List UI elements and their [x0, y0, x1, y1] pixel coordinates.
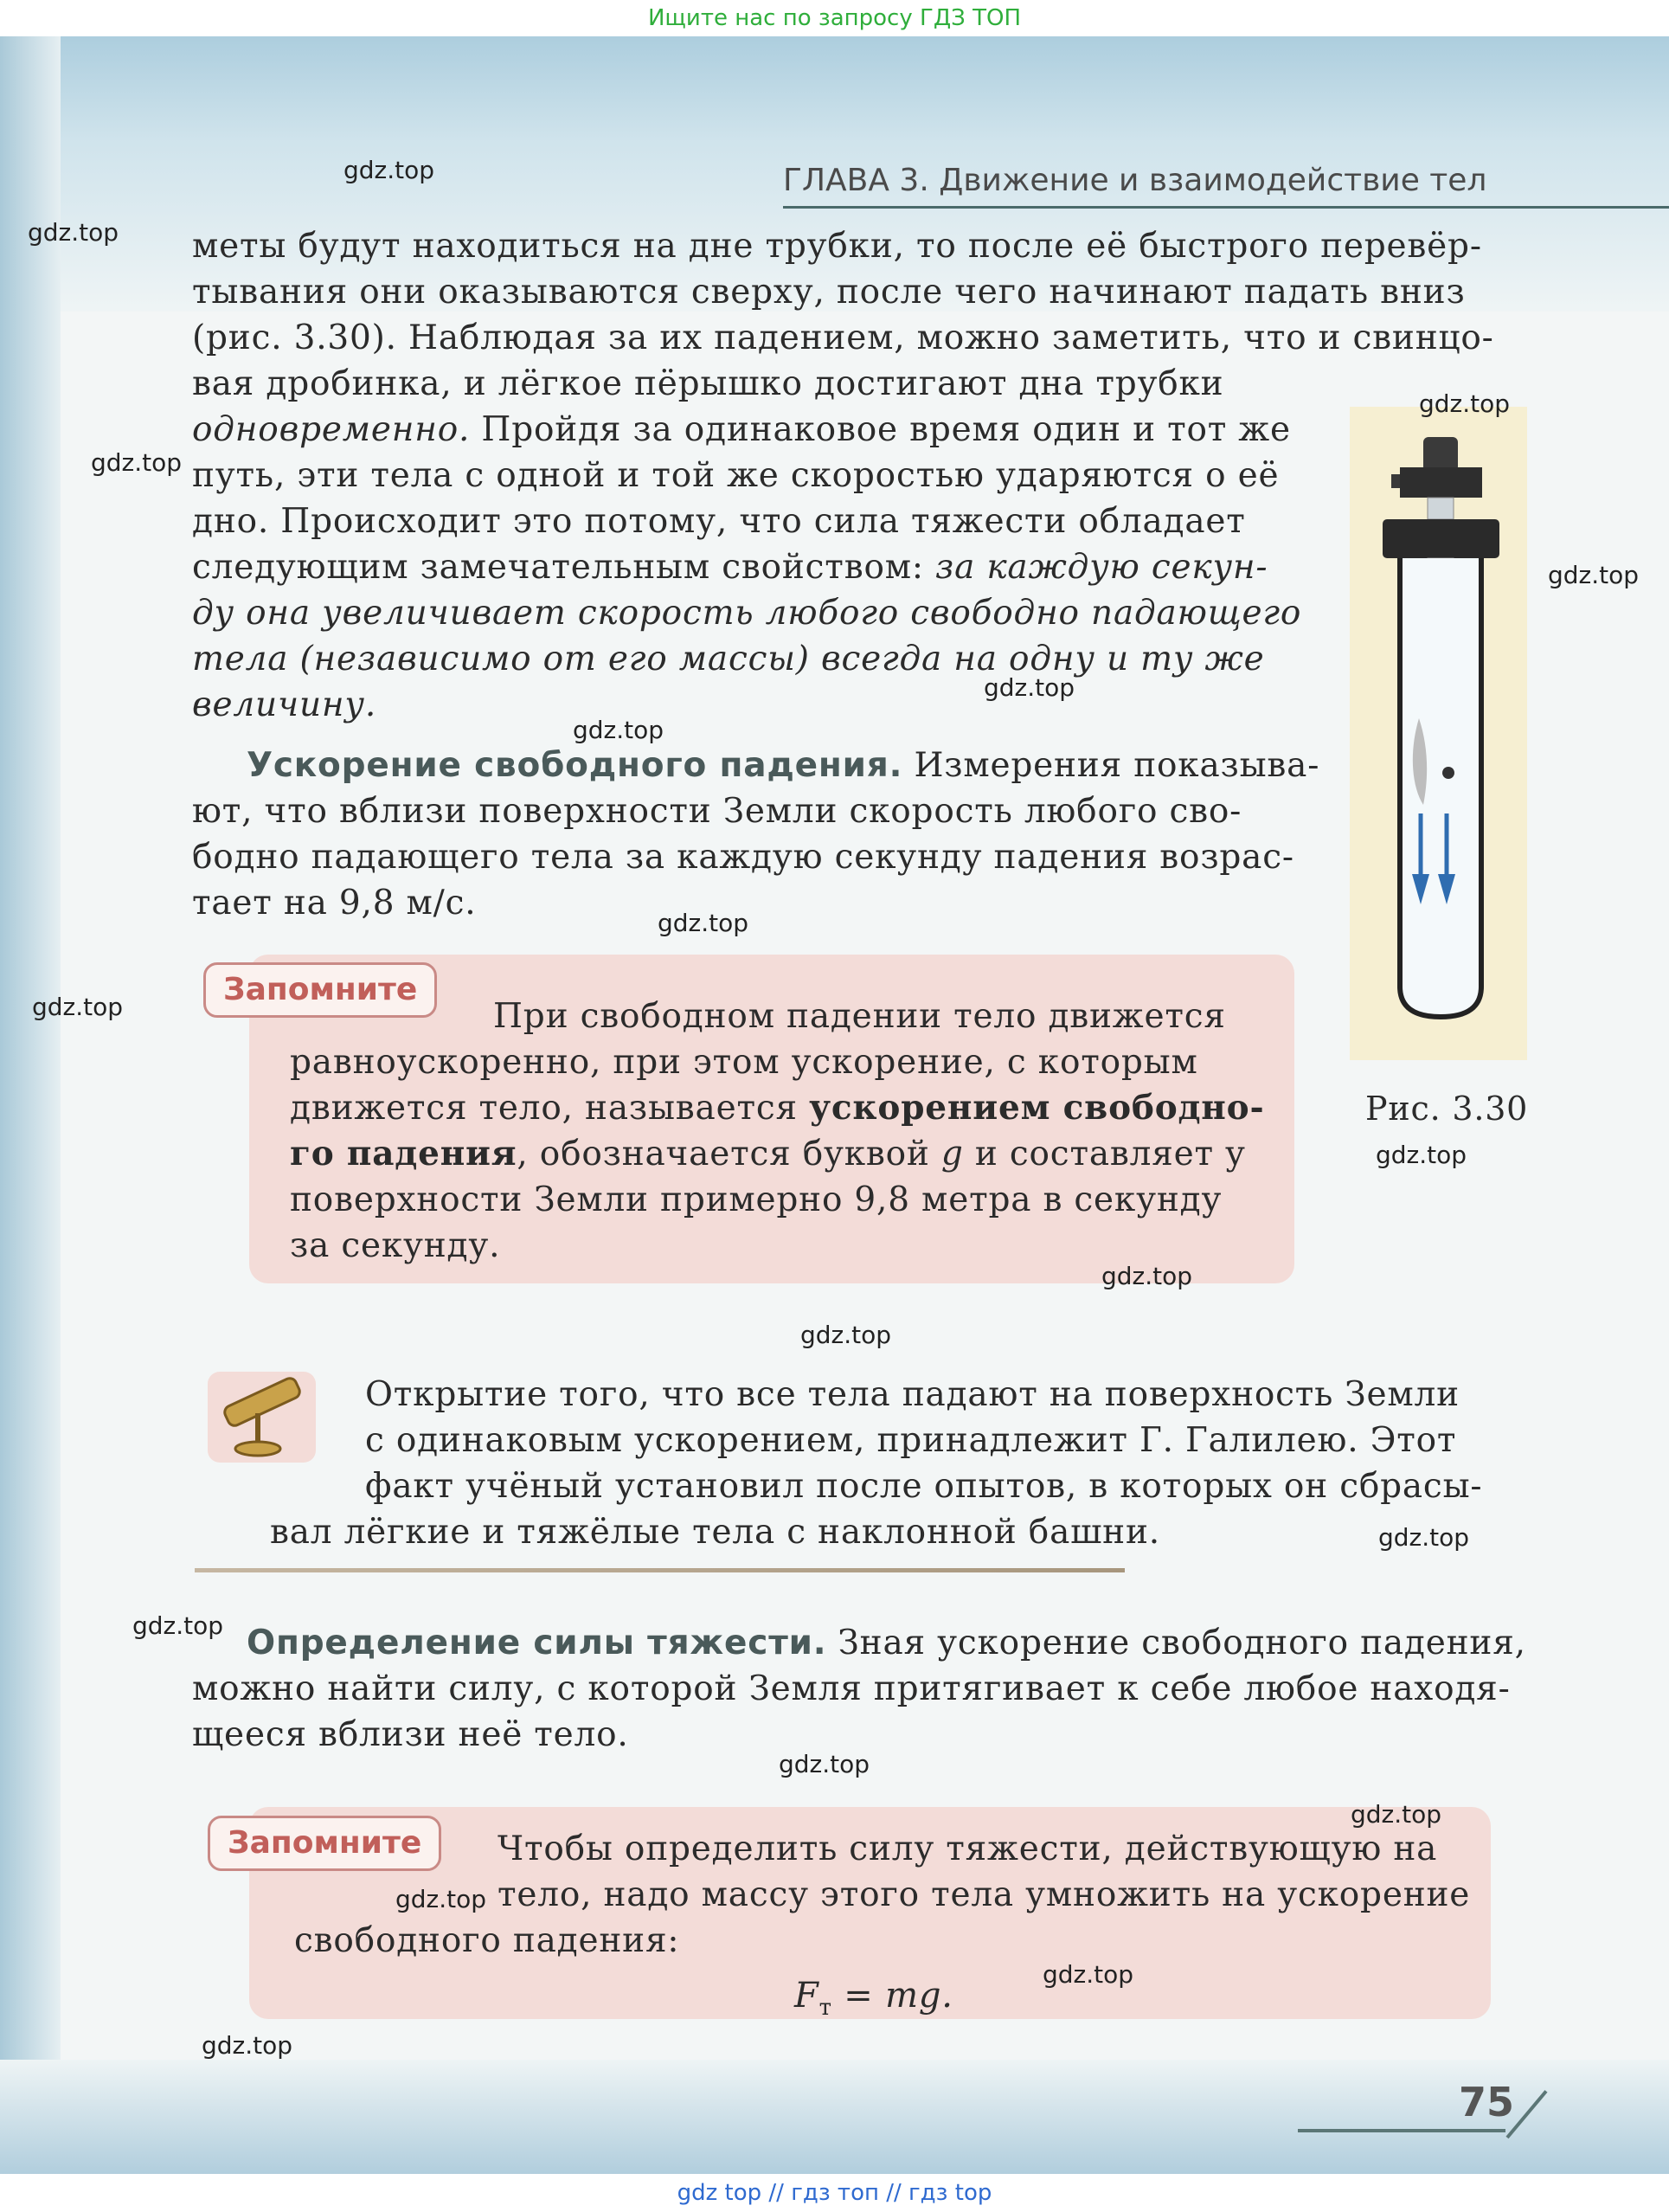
para1-line5-rest: Пройдя за одинаковое время один и тот же: [470, 410, 1291, 449]
tube-valve-cap: [1423, 437, 1458, 472]
remember1-line4-b: и составляет у: [963, 1135, 1246, 1174]
section1-heading: Ускорение свободного падения.: [247, 746, 903, 785]
watermark: gdz.top: [1419, 389, 1511, 418]
remember2-line3: свободного падения:: [294, 1921, 680, 1960]
watermark: gdz.top: [658, 909, 749, 937]
section2-line3: щееся вблизи неё тело.: [192, 1715, 629, 1754]
left-margin-background: [0, 26, 61, 2189]
section2-line1-rest: Зная ускорение свободного падения,: [826, 1624, 1526, 1662]
page-number: 75: [1458, 2079, 1514, 2125]
watermark: gdz.top: [395, 1885, 487, 1913]
glass-tube: [1400, 558, 1481, 1017]
section1-line1-rest: Измерения показыва-: [902, 746, 1320, 785]
tube-valve-stem: [1428, 498, 1454, 519]
section1-line4: тает на 9,8 м/с.: [192, 884, 477, 923]
watermark: gdz.top: [91, 448, 183, 477]
watermark: gdz.top: [1101, 1262, 1193, 1290]
term-free-fall-acceleration-end: го падения: [290, 1134, 517, 1174]
formula-rest: = mg.: [831, 1976, 953, 2016]
watermark: gdz.top: [800, 1321, 892, 1349]
remember1-line3-normal: движется тело, называется: [290, 1089, 810, 1128]
watermark: gdz.top: [1376, 1141, 1467, 1169]
history-line2: с одинаковым ускорением, принадлежит Г. Галилею. Этот: [365, 1421, 1457, 1460]
newton-tube-figure: [1376, 433, 1514, 1021]
watermark: gdz.top: [1043, 1960, 1134, 1989]
para1-line5: [192, 407, 1291, 453]
section1-line3: бодно падающего тела за каждую секунду падения возрас-: [192, 838, 1294, 877]
page-number-underline: [1298, 2129, 1505, 2132]
remember1-line6: за секунду.: [290, 1226, 501, 1265]
watermark: gdz.top: [1378, 1523, 1470, 1552]
para1-line1: меты будут находиться на дне трубки, то после её быстрого перевёр-: [192, 227, 1482, 266]
watermark: gdz.top: [984, 673, 1075, 702]
remember1-line4: [290, 1131, 1246, 1177]
remember2-line2: тело, надо массу этого тела умножить на ускорение: [497, 1875, 1471, 1914]
watermark: gdz.top: [779, 1750, 870, 1778]
remember-label-1: Запомните: [203, 962, 437, 1018]
para1-line3: (рис. 3.30). Наблюдая за их падением, можно заметить, что и свинцо-: [192, 318, 1494, 357]
watermark: gdz.top: [28, 218, 119, 247]
watermark: gdz.top: [32, 993, 124, 1021]
history-line4: вал лёгкие и тяжёлые тела с наклонной башни.: [270, 1513, 1160, 1552]
formula-gravity-force: [794, 1973, 953, 2031]
para1-line8-italic: за каждую секун-: [935, 548, 1268, 587]
para1-line8-normal: следующим замечательным свойством:: [192, 548, 935, 587]
telescope-icon: [215, 1374, 310, 1461]
para1-italic-line1: ду она увеличивает скорость любого свободно падающего: [192, 594, 1302, 633]
para1-line8: [192, 544, 1268, 590]
lead-pellet: [1442, 767, 1454, 779]
footer-links[interactable]: gdz top // гдз топ // гдз top: [0, 2174, 1669, 2212]
para1-line6: путь, эти тела с одной и той же скоростью ударяются о её: [192, 456, 1280, 495]
chapter-title: ГЛАВА 3. Движение и взаимодействие тел: [783, 163, 1487, 198]
section1-line2: ют, что вблизи поверхности Земли скорость любого сво-: [192, 792, 1242, 831]
tube-stopper: [1383, 519, 1499, 558]
history-line1: Открытие того, что все тела падают на поверхность Земли: [365, 1375, 1460, 1414]
para1-line4: вая дробинка, и лёгкое пёрышко достигают дна трубки: [192, 364, 1224, 403]
para1-line2: тывания они оказываются сверху, после чего начинают падать вниз: [192, 273, 1466, 312]
section2-line1: [247, 1620, 1526, 1666]
remember1-line5: поверхности Земли примерно 9,8 метра в секунду: [290, 1180, 1223, 1219]
history-line3: факт учёный установил после опытов, в которых он сбрасы-: [365, 1467, 1483, 1506]
history-divider: [195, 1568, 1125, 1572]
remember1-line1: При свободном падении тело движется: [493, 997, 1226, 1036]
watermark: gdz.top: [132, 1611, 224, 1640]
emphasis-simultaneously: одновременно.: [192, 410, 471, 449]
watermark: gdz.top: [1548, 561, 1640, 589]
remember-label-2: Запомните: [208, 1816, 441, 1871]
section1-line1: [247, 743, 1319, 788]
remember1-line4-a: , обозначается буквой: [517, 1135, 941, 1174]
top-banner[interactable]: Ищите нас по запросу ГДЗ ТОП: [0, 0, 1669, 36]
formula-f: F: [794, 1976, 819, 2016]
term-free-fall-acceleration: ускорением свободно-: [809, 1088, 1265, 1128]
para1-italic-line3: величину.: [192, 685, 377, 724]
watermark: gdz.top: [202, 2031, 293, 2060]
para1-italic-line2: тела (независимо от его массы) всегда на одну и ту же: [192, 640, 1265, 678]
tube-valve-body: [1400, 467, 1482, 498]
remember1-line3: [290, 1085, 1264, 1131]
para1-line7: дно. Происходит это потому, что сила тяжести обладает: [192, 502, 1246, 541]
chapter-divider: [783, 206, 1562, 209]
remember2-line1: Чтобы определить силу тяжести, действующую на: [497, 1829, 1438, 1868]
remember1-line2: равноускоренно, при этом ускорение, с которым: [290, 1043, 1198, 1082]
watermark: gdz.top: [1351, 1800, 1442, 1829]
section2-line2: можно найти силу, с которой Земля притягивает к себе любое находя-: [192, 1669, 1511, 1708]
watermark: gdz.top: [343, 156, 435, 184]
watermark: gdz.top: [573, 716, 664, 744]
symbol-g: g: [940, 1135, 964, 1174]
figure-caption: Рис. 3.30: [1365, 1090, 1529, 1128]
section2-heading: Определение силы тяжести.: [247, 1624, 827, 1662]
formula-subscript: т: [818, 1995, 832, 2021]
